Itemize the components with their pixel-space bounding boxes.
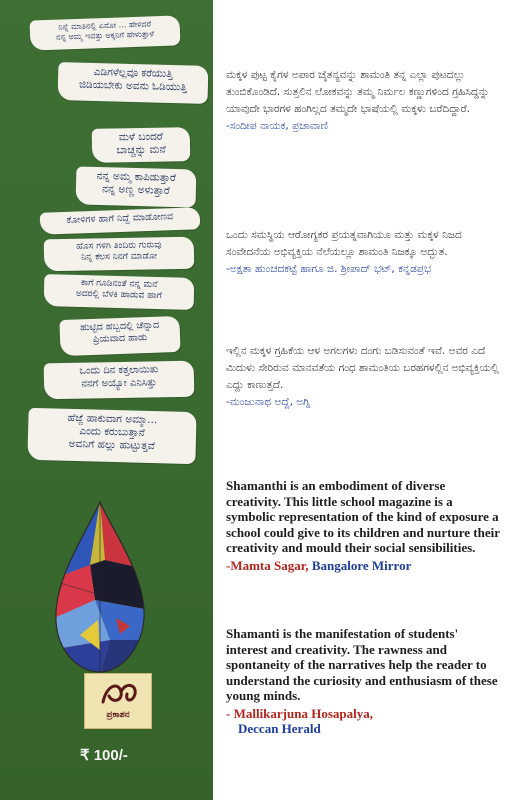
review-1-body: ಮಕ್ಕಳ ಪುಟ್ಟ ಕೈಗಳ ಅಪಾರ ಚೈತನ್ಯವನ್ನು ಶಾಮಂತಿ ತನ್ನ ಎಲ್ಲಾ ಪುಟದಲ್ಲು ತುಂಬಿಕೊಂಡಿದೆ. ಸುತ್ತಲಿನ ಲೋಕವನ್ನು ತಮ್ಮ ನಿರ್ಮಲ ಕಣ್ಣುಗಳಿಂದ ಗ್ರಹಿಸಿದ್ದನ್ನು ಯಾವುದೇ ಭಾರಗಳ ಹಂಗಿಲ್ಲದ ತಮ್ಮದೇ ಭಾಷೆಯಲ್ಲಿ ಮಕ್ಕಳು ಬರೆದಿದ್ದಾರೆ. (226, 69, 490, 115)
review-3-body: ಇಲ್ಲಿನ ಮಕ್ಕಳ ಗ್ರಹಿಕೆಯ ಆಳ ಅಗಲಗಳು ದಂಗು ಬಡಿಸುವಂತೆ ಇವೆ. ಅವರ ಎದೆ ಮಿದುಳು ಸೇರಿರುವ ಮಾನವತೆಯ ಗಂಧ ಶಾಮಂತಿಯ ಬರಹಗಳಲ್ಲಿನ ಅಭಿವ್ಯಕ್ತಿಯಲ್ಲಿ ಎದ್ದು ಕಾಣುತ್ತದೆ. (226, 345, 499, 391)
left-green-panel (0, 0, 213, 800)
handwritten-note-3: ಮಳೆ ಬಂದರೆ ಬಾಚ್ಚನ್ನು ಮನೆ (92, 127, 191, 163)
review-4 (226, 478, 502, 573)
review-2-author: -ಅಕ್ಷತಾ ಹುಂಚದಕಟ್ಟೆ ಹಾಗೂ ಜಿ. ಶ್ರೀಪಾದ್ ಭಟ್, (226, 263, 395, 275)
review-2-body: ಒಂದು ಸಮಸ್ಥಿಯ ಆರೋಗ್ಯಕರ ಪ್ರಯತ್ನವಾಗಿಯೂ ಮತ್ತು ಮಕ್ಕಳ ನಿಜದ ಸಂವೇದನೆಯ ಅಭಿವ್ಯಕ್ತಿಯ ನೆಲೆಯಲ್ಲೂ ಶಾಮಂತಿ ನಿಜಕ್ಕೂ ಅದ್ಭುತ. (226, 229, 462, 258)
child-drawing-leaf-image (50, 500, 150, 675)
review-1-source: ಪ್ರಜಾವಾಣಿ (292, 120, 328, 132)
handwritten-note-5: ಕೋಳಿಗಳ ಹಾಗೆ ನಿದ್ದೆ ಮಾಡೋಣವ (40, 207, 201, 235)
review-5-attribution (226, 706, 502, 737)
review-2-source: ಕನ್ನಡಪ್ರಭ (398, 263, 432, 275)
handwritten-note-2: ಎಡಿಗಳೆಲ್ಲವೂ ಕರೆಯುತ್ತಿ ಜಿಡಿಯಬೇಕು ಅವನು ಓಡಿಯುತ್ತಿ (58, 62, 209, 104)
right-reviews-panel (213, 0, 506, 800)
handwritten-note-9: ಒಂದು ದಿನ ಕತ್ತಲಾಯಿತು ನನಗೆ ಅಯ್ಯೋ ಎನಿಸಿತ್ತು (44, 361, 195, 400)
handwritten-note-6: ಹೊಸ ಗಳಿಗಿ ತಿಂದಿರು ಗುರುವು ನಿನ್ನ ಕೆಲಸ ನಿನಗೆ ಮಾಡೋ (44, 237, 195, 272)
review-2-attribution (226, 263, 502, 276)
review-3-source: ಅಗ್ನಿ (296, 396, 311, 408)
publisher-logo (84, 673, 152, 729)
handwritten-note-7: ಕಾಗೆ ಗೂಡಿನಂತೆ ನನ್ನ ಮನೆ ಅದರಲ್ಲಿ ಬೆಳಕಿ ಹಾಡುವ ಹಾಗೆ (44, 274, 195, 310)
review-4-attribution (226, 558, 502, 574)
handwritten-note-4: ನನ್ನ ಅಮ್ಮ ಕಾಪಿಡುತ್ತಾರೆ ನನ್ನ ಅಣ್ಣ ಅಳುತ್ತಾರೆ (76, 166, 197, 207)
publisher-logo-mark-icon (97, 678, 141, 708)
handwritten-note-10: ಹೆಜ್ಜೆ ಹಾಕುವಾಗ ಅಮ್ಮಾ... ಎಂದು ಕರುಬುತ್ತಾನೆ ಅವನಿಗೆ ಹಲ್ಲು ಹುಟ್ಟುತ್ತವೆ (27, 408, 196, 464)
review-1-attribution (226, 120, 502, 133)
review-4-source: Bangalore Mirror (311, 557, 412, 573)
review-1 (226, 67, 502, 133)
review-3-attribution (226, 396, 502, 409)
review-5 (226, 626, 502, 737)
review-4-author: -Mamta Sagar, (226, 557, 309, 573)
handwritten-note-1: ನಿನ್ನೆ ಮಾತಿನಲ್ಲಿ ಏನೋ ... ಹೇಳಿದರೆ ನನ್ನ ಅಮ್ಮ ಇವತ್ತು ಅಕ್ಕನಿಗೆ ಹೇಳುತ್ತಾಳೆ (30, 15, 181, 50)
review-1-author: -ಸಂದೀಪ ನಾಯಕ, (226, 120, 289, 132)
review-5-author: - Mallikarjuna Hosapalya, (226, 705, 373, 721)
review-5-body: Shamanti is the manifestation of students' interest and creativity. The rawness and spontaneity of the narratives help the reader to understand the curiosity and enthusiasm of these young minds. (226, 626, 498, 703)
handwritten-note-8: ಹುಟ್ಟಿದ ಹಬ್ಬದಲ್ಲಿ ಚೆನ್ನಾದ ಪ್ರಿಯವಾದ ಹಾಡು (59, 316, 180, 356)
review-5-source: Deccan Herald (238, 721, 321, 736)
price-label: ₹ 100/- (80, 747, 128, 764)
review-4-body: Shamanthi is an embodiment of diverse creativity. This little school magazine is a symbolic representation of the kind of exposure a school could give to its children and nurture their creativity and mould their social sensibilities. (226, 478, 500, 555)
review-2 (226, 227, 502, 276)
publisher-logo-text: ಪ್ರಕಾಶನ (106, 710, 130, 720)
review-3 (226, 343, 502, 409)
review-3-author: -ಮಂಜುನಾಥ ಅದ್ದೆ, (226, 396, 293, 408)
